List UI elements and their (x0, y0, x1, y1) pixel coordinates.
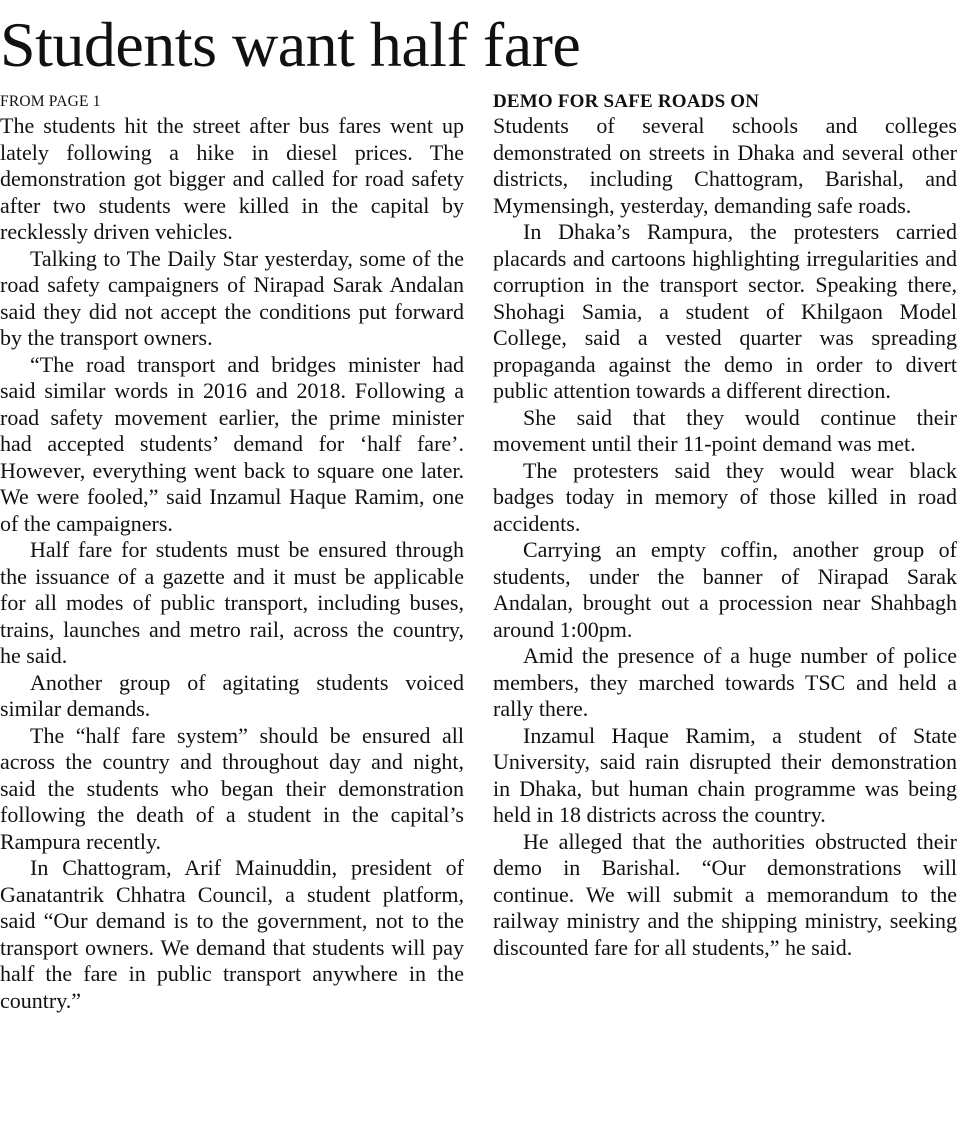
article-paragraph: Amid the presence of a huge number of police members, they marched towards TSC and held a rally there. (493, 643, 957, 721)
right-column (493, 90, 957, 961)
article-paragraph: She said that they would continue their movement until their 11-point demand was met. (493, 404, 957, 456)
article-paragraph: In Dhaka’s Rampura, the protesters carried placards and cartoons highlighting irregularities and corruption in the transport sector. Speaking there, Shohagi Samia, a student of Khilgaon Model College, said a vested quarter was spreading propaganda against the demo in order to divert public attention towards a different direction. (493, 219, 957, 403)
article-paragraph: The protesters said they would wear black badges today in memory of those killed in road accidents. (493, 457, 957, 536)
left-column (0, 90, 464, 1014)
continued-from-label: FROM PAGE 1 (0, 93, 101, 110)
headline: Students want half fare (0, 9, 581, 80)
article-paragraph: Students of several schools and colleges demonstrated on streets in Dhaka and several other districts, including Chattogram, Barishal, and Mymensingh, yesterday, demanding safe roads. (493, 113, 957, 218)
article-paragraph: Half fare for students must be ensured through the issuance of a gazette and it must be applicable for all modes of public transport, including buses, trains, launches and metro rail, across the country, he said. (0, 537, 464, 668)
article-paragraph: In Chattogram, Arif Mainuddin, president of Ganatantrik Chhatra Council, a student platform, said “Our demand is to the government, not to the transport owners. We demand that students will pay half the fare in public transport anywhere in the country.” (0, 855, 464, 1013)
article-paragraph: “The road transport and bridges minister had said similar words in 2016 and 2018. Following a road safety movement earlier, the prime minister had accepted students’ demand for ‘half fare’. However, everything went back to square one later. We were fooled,” said Inzamul Haque Ramim, one of the campaigners. (0, 351, 464, 536)
section-subhead: DEMO FOR SAFE ROADS ON (493, 91, 760, 112)
article-paragraph: The students hit the street after bus fares went up lately following a hike in diesel prices. The demonstration got bigger and called for road safety after two students were killed in the capital by recklessly driven vehicles. (0, 113, 464, 244)
article-paragraph: Inzamul Haque Ramim, a student of State University, said rain disrupted their demonstration in Dhaka, but human chain programme was being held in 18 districts across the country. (493, 722, 957, 827)
article-paragraph: Talking to The Daily Star yesterday, some of the road safety campaigners of Nirapad Sarak Andalan said they did not accept the conditions put forward by the transport owners. (0, 245, 464, 350)
article-paragraph: He alleged that the authorities obstructed their demo in Barishal. “Our demonstrations will continue. We will submit a memorandum to the railway ministry and the shipping ministry, seeking discounted fare for all students,” he said. (493, 828, 957, 960)
article-paragraph: Carrying an empty coffin, another group of students, under the banner of Nirapad Sarak Andalan, brought out a procession near Shahbagh around 1:00pm. (493, 537, 957, 642)
article-paragraph: Another group of agitating students voiced similar demands. (0, 669, 464, 721)
article-paragraph: The “half fare system” should be ensured all across the country and throughout day and night, said the students who began their demonstration following the death of a student in the capital’s Rampura recently. (0, 722, 464, 854)
